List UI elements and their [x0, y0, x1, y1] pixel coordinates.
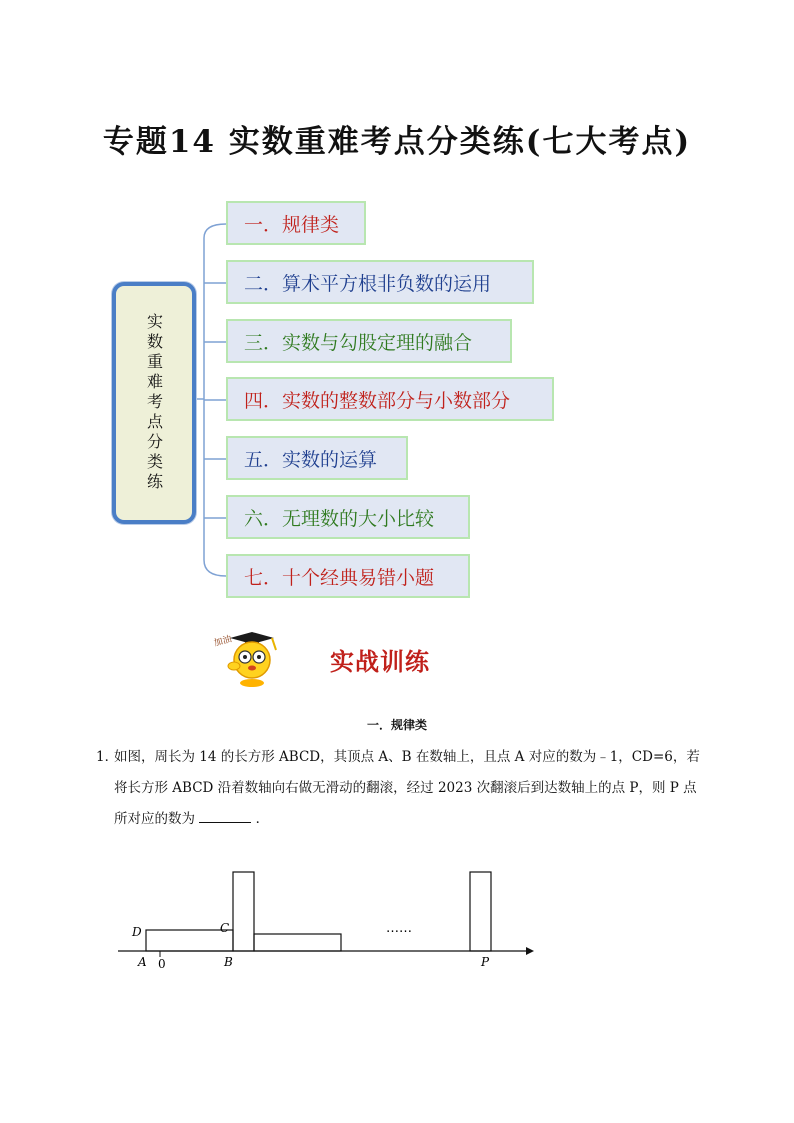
label-d: D	[132, 925, 142, 939]
svg-text:加油: 加油	[212, 634, 233, 649]
branch-4	[226, 377, 554, 421]
branch-3	[226, 319, 512, 363]
practice-banner: 实战训练	[330, 648, 430, 676]
question-number: 1．	[96, 749, 119, 765]
branch-5	[226, 436, 408, 480]
question-line-3-end: ．	[255, 811, 270, 827]
label-zero: 0	[158, 957, 166, 971]
rectangle-after-roll-2	[254, 934, 341, 951]
branch-1	[226, 201, 366, 245]
branch-2	[226, 260, 534, 304]
branch-6-label: 六．无理数的大小比较	[244, 507, 435, 530]
branch-2-label: 二．算术平方根非负数的运用	[244, 272, 492, 295]
branch-3-label: 三．实数与勾股定理的融合	[244, 331, 473, 354]
branch-4-label: 四．实数的整数部分与小数部分	[244, 389, 511, 412]
answer-blank[interactable]	[199, 808, 251, 823]
question-line-1: 如图，周长为 14 的长方形 ABCD，其顶点 A、B 在数轴上，且点 A 对应的数为﹣1，CD=6，若	[114, 749, 700, 765]
branch-6	[226, 495, 470, 539]
question-line-3	[114, 804, 706, 835]
rectangle-after-roll-1	[233, 872, 254, 951]
question-1	[96, 742, 706, 835]
axis-arrow-icon	[526, 947, 534, 955]
label-p: P	[481, 955, 490, 969]
rolling-rectangle-figure	[108, 862, 538, 972]
section-heading: 一．规律类	[366, 718, 427, 732]
ellipsis: ……	[386, 921, 412, 936]
branch-7	[226, 554, 470, 598]
branch-5-label: 五．实数的运算	[244, 448, 378, 471]
branch-1-label: 一．规律类	[244, 213, 340, 236]
label-a: A	[138, 955, 147, 969]
question-line-3-text: 所对应的数为	[114, 811, 195, 827]
label-c: C	[220, 921, 230, 935]
label-b: B	[224, 955, 233, 969]
branch-7-label: 七．十个经典易错小题	[244, 566, 435, 589]
mindmap-center-label: 实数重难考点分类练	[144, 313, 164, 493]
mindmap-center-box	[112, 282, 196, 524]
page-title: 专题14 实数重难考点分类练(七大考点)	[102, 124, 692, 160]
question-line-2: 将长方形 ABCD 沿着数轴向右做无滑动的翻滚，经过 2023 次翻滚后到达数轴上的点 P，则 P 点	[114, 780, 697, 796]
rectangle-at-p	[470, 872, 491, 951]
mascot-icon	[212, 628, 292, 688]
